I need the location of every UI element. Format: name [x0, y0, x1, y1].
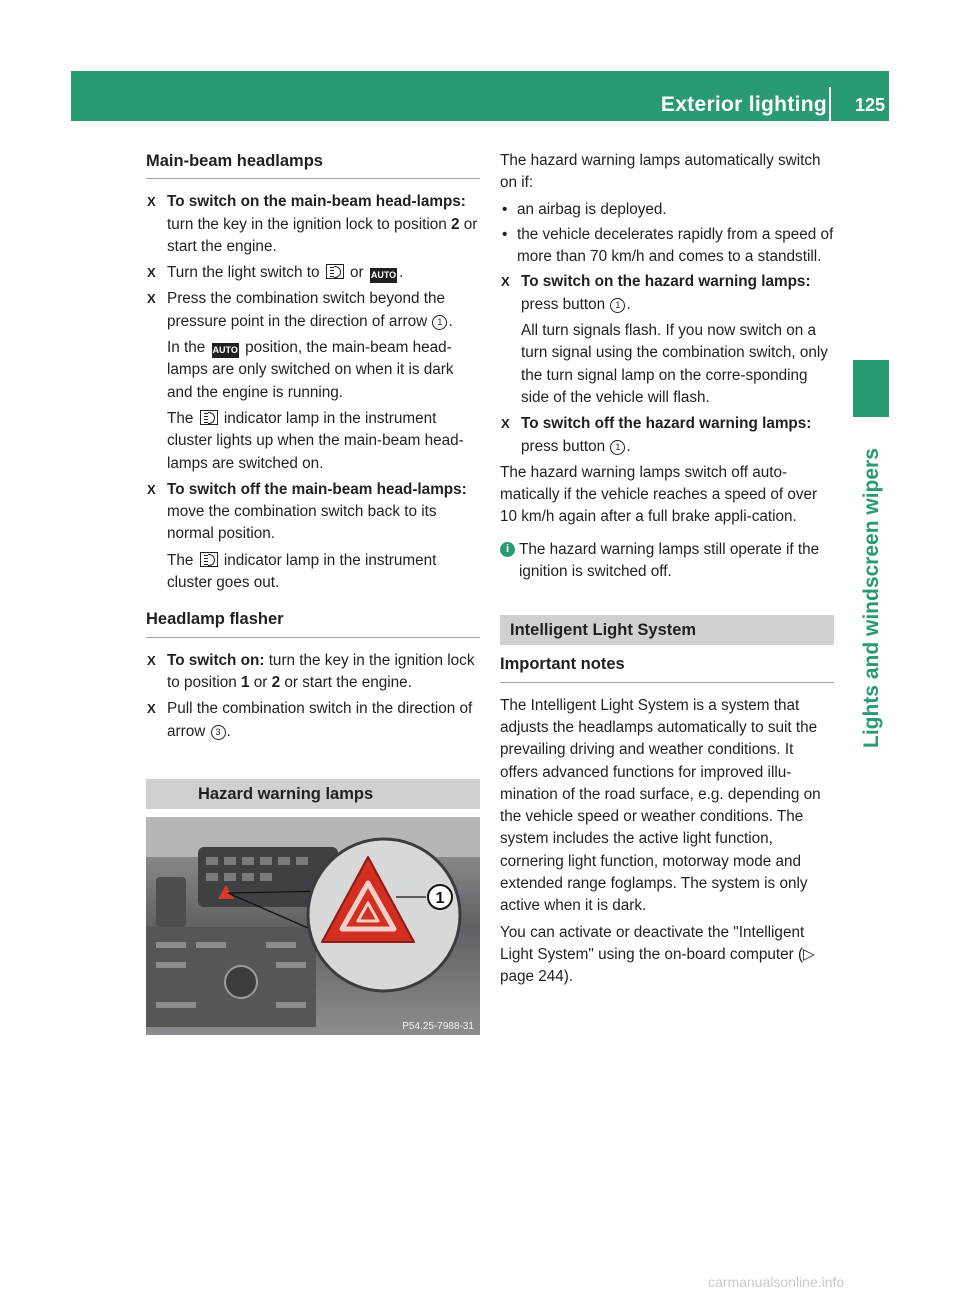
main-beam-heading: Main-beam headlamps — [146, 150, 480, 179]
ils-activation-paragraph: You can activate or deactivate the "Intelligent Light System" using the on-board computer (▷ page 244). — [500, 923, 815, 986]
step-item: X To switch off the main-beam head-lamps: move the combination switch back to its normal position. The indicator lamp in the instrument cluster goes out. — [147, 480, 467, 592]
main-beam-icon — [200, 552, 218, 567]
step-marker-icon: X — [147, 194, 156, 210]
footer-watermark: carmanualsonline.info — [708, 1274, 845, 1290]
headlamp-flasher-heading: Headlamp flasher — [146, 608, 480, 637]
main-beam-icon — [200, 410, 218, 425]
bullet-icon: • — [502, 225, 508, 243]
header-separator — [829, 87, 831, 121]
arrow-3-icon: 3 — [211, 725, 226, 740]
arrow-1-icon: 1 — [432, 315, 447, 330]
step-marker-icon: X — [147, 481, 156, 497]
important-notes-heading: Important notes — [500, 653, 834, 682]
list-item: • an airbag is deployed. — [500, 199, 834, 221]
hazard-intro: The hazard warning lamps automatically switch on if: — [500, 152, 821, 192]
list-item: • the vehicle decelerates rapidly from a speed of more than 70 km/h and comes to a standstill. — [502, 225, 834, 266]
auto-light-icon: AUTO — [370, 268, 397, 283]
step-marker-icon: X — [147, 701, 156, 717]
right-column — [500, 150, 834, 993]
step-item: X To switch off the hazard warning lamps: press button 1 . — [501, 415, 812, 455]
figure-code: P54.25-7988-31 — [402, 1020, 474, 1032]
header-bar — [71, 71, 889, 121]
chapter-tab — [853, 360, 889, 417]
header-title: Exterior lighting — [660, 93, 827, 116]
step-item: X To switch on the main-beam head-lamps: turn the key in the ignition lock to position 2 or start the engine. — [147, 193, 478, 255]
step-item: X Press the combination switch beyond the pressure point in the direction of arrow 1 . In the AUTO position, the main-beam head-lamps are only switched on when it is dark and the engine is running. The indicator lamp in the instrument cluster lights up when the main-beam head-lamps are switched on. — [147, 290, 464, 472]
step-marker-icon: X — [147, 291, 156, 307]
hazard-switch-figure — [146, 817, 480, 1035]
info-note: i The hazard warning lamps still operate if the ignition is switched off. — [500, 539, 834, 584]
step-marker-icon: X — [147, 265, 156, 281]
step-item: X To switch on the hazard warning lamps: press button 1 . All turn signals flash. If you now switch on a turn signal using the combination switch, only the turn signal lamp on the corre-sponding side of the vehicle will flash. — [501, 273, 828, 406]
ils-section-band: Intelligent Light System — [500, 615, 834, 645]
dashboard-photo — [146, 817, 480, 1035]
page-number: 125 — [854, 95, 885, 115]
chapter-label: Lights and windscreen wipers — [860, 448, 883, 748]
step-item: X Pull the combination switch in the direction of arrow 3 . — [147, 700, 473, 740]
step-marker-icon: X — [147, 652, 156, 668]
callout-1-label: 1 — [435, 889, 445, 907]
ils-paragraph: The Intelligent Light System is a system that adjusts the headlamps automatically to suit the prevailing driving and weather conditions. It offers advanced functions for improved illu-mination of the road surface, e.g. depending on the vehicle speed or weather conditions. The system includes the active light function, cornering light function, motorway mode and extended range foglamps. The system is only active when it is dark. — [500, 696, 821, 915]
hazard-off-text: The hazard warning lamps switch off auto-matically if the vehicle reaches a speed of over 10 km/h again after a full brake appli-cation. — [500, 463, 818, 526]
main-beam-icon — [326, 264, 344, 279]
auto-light-icon: AUTO — [212, 343, 239, 358]
hazard-section-band: Hazard warning lamps — [146, 779, 480, 809]
info-icon: i — [500, 542, 515, 557]
step-item: X Turn the light switch to or AUTO . — [146, 262, 480, 284]
button-1-icon: 1 — [610, 298, 625, 313]
step-marker-icon: X — [501, 274, 510, 290]
button-1-icon: 1 — [610, 440, 625, 455]
left-column — [146, 150, 480, 1035]
step-item: X To switch on: turn the key in the ignition lock to position 1 or 2 or start the engine. — [147, 651, 475, 691]
page-reference-link[interactable]: (▷ page 244). — [500, 945, 815, 986]
bullet-icon: • — [502, 200, 508, 218]
step-marker-icon: X — [501, 416, 510, 432]
